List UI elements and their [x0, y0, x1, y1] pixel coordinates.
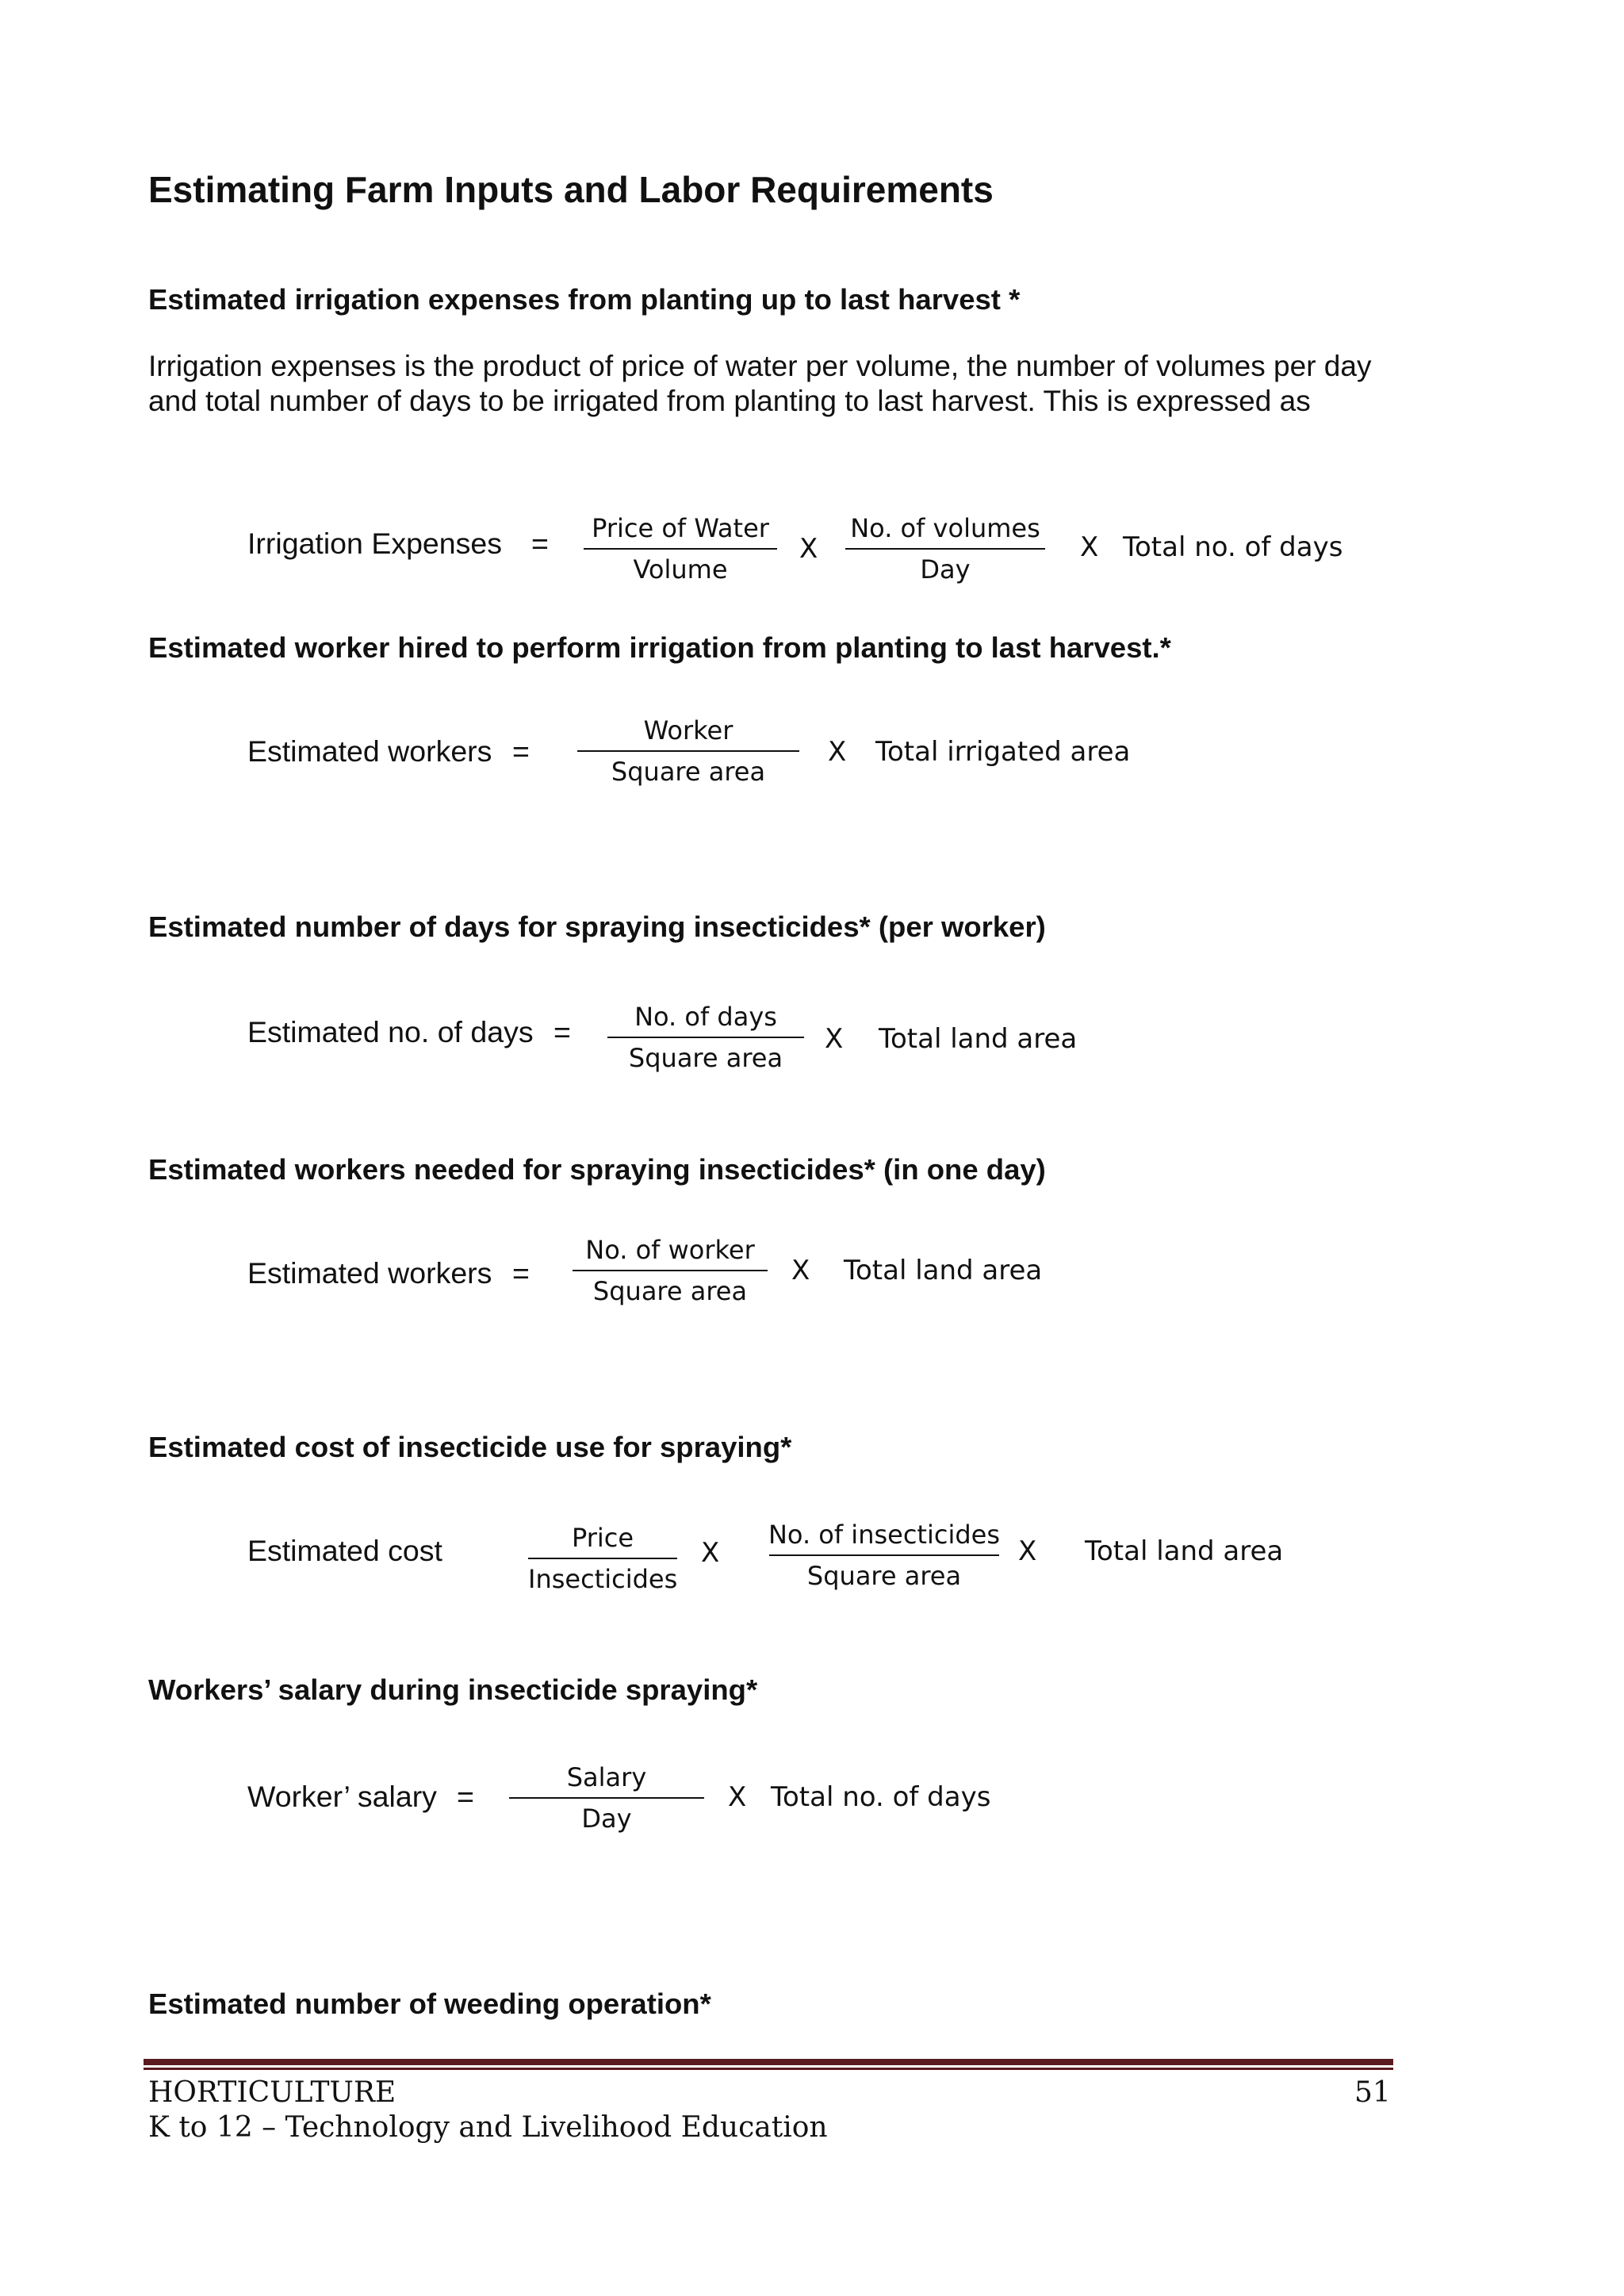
multiply-sign: X: [828, 736, 847, 768]
footer-subject: HORTICULTURE: [148, 2076, 396, 2109]
fraction-numerator: Worker: [643, 715, 733, 746]
salary-fraction: [509, 1762, 704, 1834]
spray-days-heading: Estimated number of days for spraying insecticides* (per worker): [148, 910, 1046, 943]
spray-workers-fraction: [573, 1235, 768, 1306]
irrigation-formula-tail: Total no. of days: [1123, 531, 1343, 563]
weeding-heading: Estimated number of weeding operation*: [148, 1987, 711, 2020]
spray-days-equals-sign: =: [553, 1015, 571, 1048]
fraction-numerator: Price: [571, 1523, 634, 1553]
spray-workers-equals-sign: =: [512, 1256, 530, 1290]
insecticide-cost-heading: Estimated cost of insecticide use for spraying*: [148, 1431, 792, 1463]
fraction-numerator: No. of volumes: [850, 513, 1040, 543]
worker-irrigation-formula-tail: Total irrigated area: [875, 736, 1131, 768]
fraction-numerator: Salary: [566, 1762, 647, 1792]
insecticide-cost-formula-tail: Total land area: [1085, 1535, 1284, 1567]
fraction-denominator: Square area: [577, 750, 799, 787]
irrigation-fraction-price-per-volume: [584, 513, 777, 585]
spray-days-formula-label: Estimated no. of days: [247, 1015, 534, 1048]
multiply-sign: X: [1018, 1535, 1037, 1567]
worker-irrigation-equals-sign: =: [512, 734, 530, 768]
page-title: Estimating Farm Inputs and Labor Requirements: [148, 169, 994, 210]
irrigation-paragraph: Irrigation expenses is the product of price of water per volume, the number of volumes per day and total number of days to be irrigated from planting to last harvest. This is expressed as: [148, 350, 1372, 417]
fraction-denominator: Day: [509, 1797, 704, 1834]
spray-workers-heading: Estimated workers needed for spraying insecticides* (in one day): [148, 1153, 1046, 1186]
fraction-denominator: Square area: [607, 1037, 804, 1073]
irrigation-fraction-volumes-per-day: [845, 513, 1045, 585]
footer-rule-thin: [144, 2068, 1393, 2070]
footer-course: K to 12 – Technology and Livelihood Education: [148, 2111, 828, 2144]
fraction-numerator: Price of Water: [592, 513, 769, 543]
fraction-denominator: Volume: [584, 548, 777, 585]
worker-irrigation-heading: Estimated worker hired to perform irrigation from planting to last harvest.*: [148, 631, 1171, 664]
salary-equals-sign: =: [457, 1780, 474, 1813]
fraction-numerator: No. of worker: [585, 1235, 755, 1265]
salary-formula-label: Worker’ salary: [247, 1780, 437, 1813]
worker-irrigation-fraction: [577, 715, 799, 787]
fraction-denominator: Square area: [573, 1270, 768, 1306]
fraction-denominator: Square area: [769, 1554, 999, 1591]
spray-days-formula-tail: Total land area: [879, 1023, 1078, 1055]
multiply-sign: X: [825, 1023, 844, 1055]
multiply-sign: X: [791, 1255, 810, 1286]
multiply-sign: X: [1080, 531, 1099, 563]
fraction-denominator: Day: [845, 548, 1045, 585]
irrigation-heading: Estimated irrigation expenses from planting up to last harvest *: [148, 283, 1021, 316]
fraction-numerator: No. of days: [634, 1002, 777, 1032]
insecticide-cost-fraction-quantity: [769, 1520, 999, 1591]
irrigation-formula-label: Irrigation Expenses: [247, 527, 503, 560]
multiply-sign: X: [799, 533, 818, 565]
insecticide-cost-formula-label: Estimated cost: [247, 1534, 442, 1567]
spray-workers-formula-tail: Total land area: [844, 1255, 1043, 1286]
salary-heading: Workers’ salary during insecticide spraying*: [148, 1673, 758, 1706]
spray-workers-formula-label: Estimated workers: [247, 1256, 492, 1290]
spray-days-fraction: [607, 1002, 804, 1073]
footer-rule: [144, 2059, 1393, 2065]
insecticide-cost-fraction-price: [528, 1523, 677, 1594]
multiply-sign: X: [728, 1781, 747, 1813]
worker-irrigation-formula-label: Estimated workers: [247, 734, 492, 768]
multiply-sign: X: [701, 1537, 720, 1569]
fraction-numerator: No. of insecticides: [768, 1520, 1001, 1550]
irrigation-equals-sign: =: [531, 527, 549, 560]
page-number: 51: [1354, 2076, 1391, 2109]
salary-formula-tail: Total no. of days: [771, 1781, 991, 1813]
fraction-denominator: Insecticides: [528, 1558, 677, 1594]
